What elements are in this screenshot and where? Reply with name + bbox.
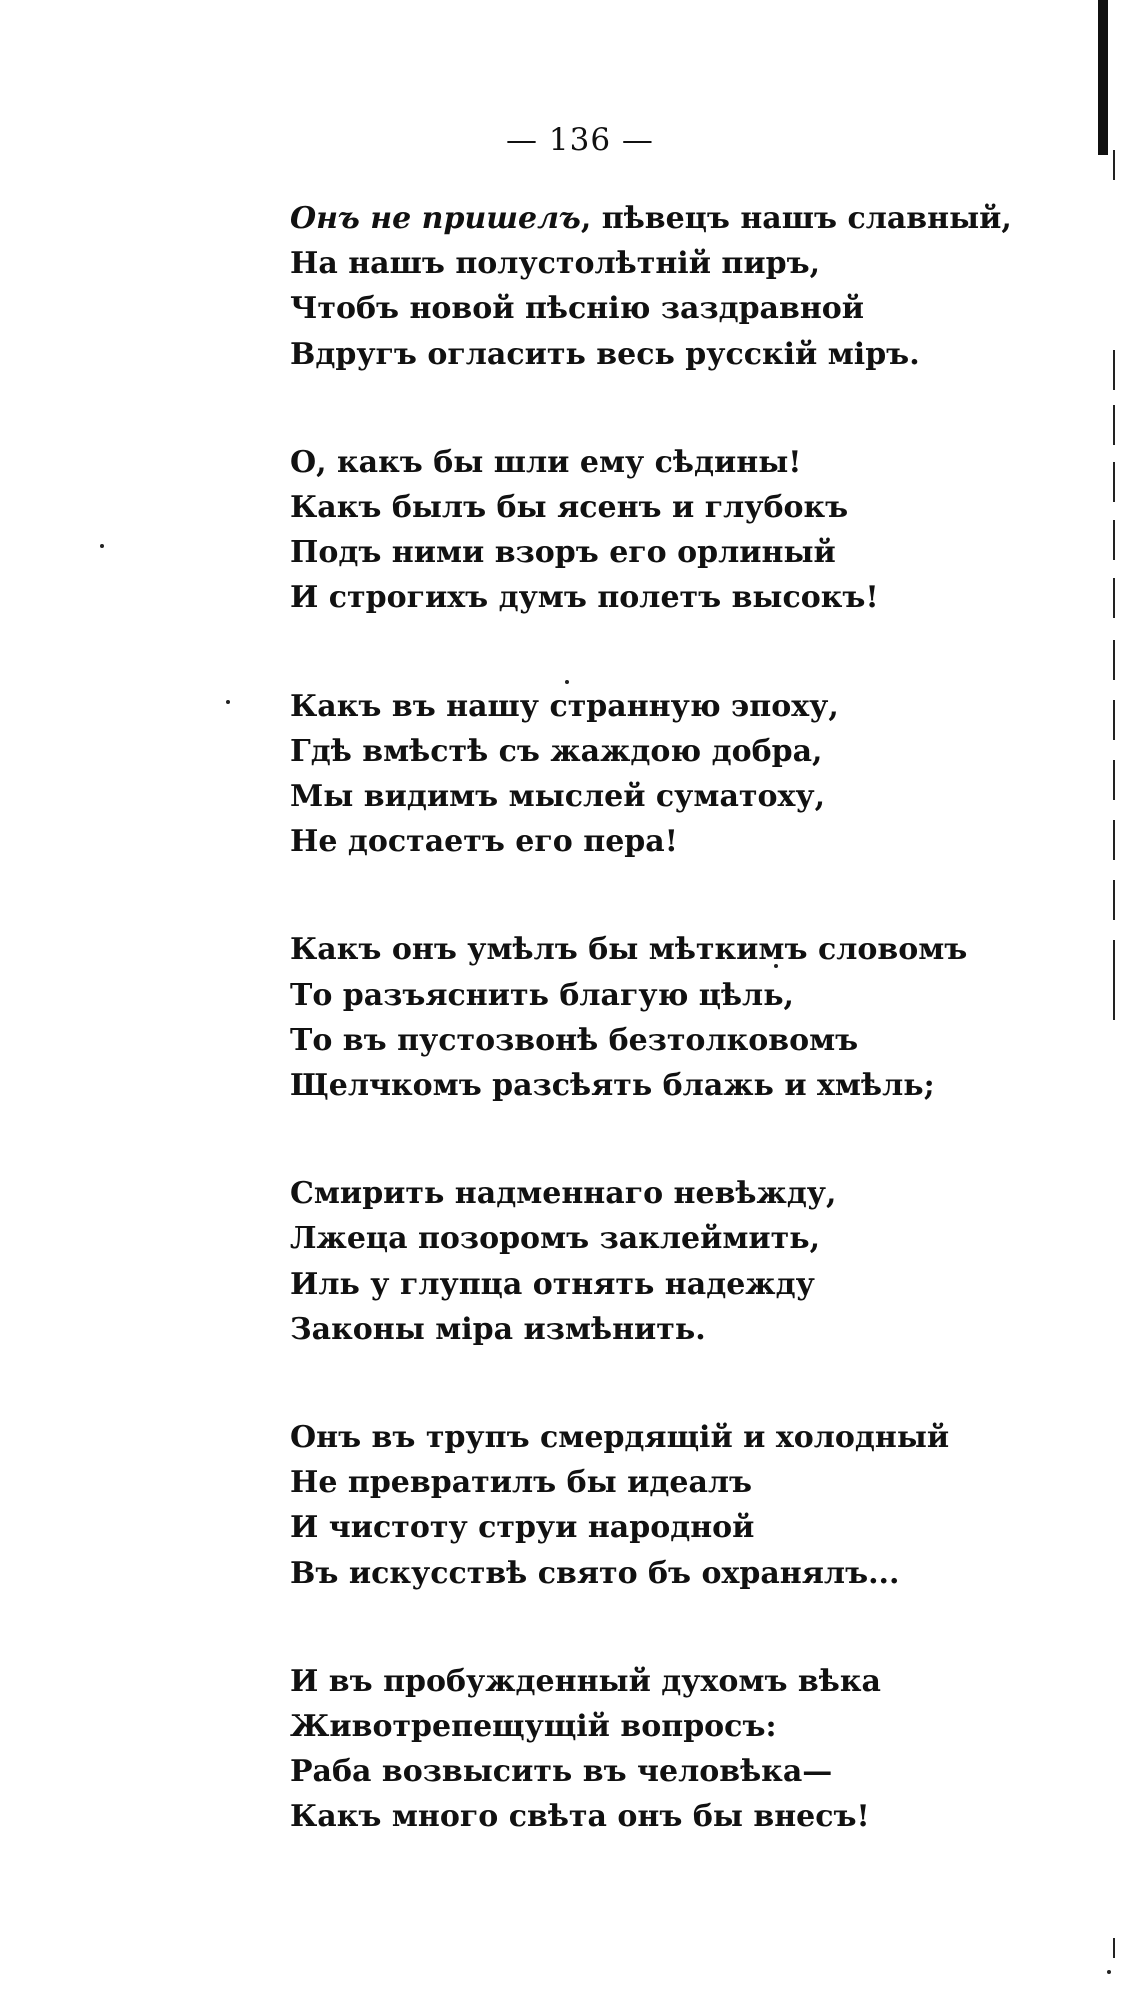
- page-edge-mark: [1113, 462, 1115, 502]
- print-speck: [1107, 1970, 1111, 1974]
- poem-line: Раба возвысить въ человѣка—: [290, 1754, 833, 1790]
- page-edge-mark: [1113, 880, 1115, 920]
- print-speck: [226, 700, 230, 704]
- page-edge-mark: [1113, 350, 1115, 390]
- poem-line: Смирить надменнаго невѣжду,: [290, 1176, 837, 1212]
- poem-line: Въ искусствѣ свято бъ охранялъ...: [290, 1555, 900, 1591]
- poem-line: Какъ много свѣта онъ бы внесъ!: [290, 1799, 870, 1835]
- page-edge-mark: [1113, 700, 1115, 740]
- print-speck: [100, 544, 104, 548]
- poem-line: Щелчкомъ разсѣять блажь и хмѣль;: [290, 1068, 935, 1104]
- poem-line: Не превратилъ бы идеалъ: [290, 1465, 753, 1501]
- poem-line: Чтобъ новой пѣснію заздравной: [290, 291, 865, 327]
- page-edge-mark: [1113, 578, 1115, 618]
- poem-line: То въ пустозвонѣ безтолковомъ: [290, 1022, 859, 1058]
- poem-line: Не достаетъ его пера!: [290, 824, 678, 860]
- poem: [290, 196, 1050, 1903]
- page-edge-mark: [1113, 760, 1115, 800]
- poem-line: Гдѣ вмѣстѣ съ жаждою добра,: [290, 733, 823, 769]
- italic-phrase: Онъ не пришелъ: [290, 201, 581, 236]
- poem-line: Вдругъ огласить весь русскій міръ.: [290, 336, 920, 372]
- page-number: — 136 —: [506, 122, 654, 158]
- poem-line: То разъяснить благую цѣль,: [290, 977, 794, 1013]
- poem-line: Какъ онъ умѣлъ бы мѣткимъ словомъ: [290, 932, 968, 968]
- poem-line: Лжеца позоромъ заклеймить,: [290, 1221, 821, 1257]
- poem-line: Иль у глупца отнять надежду: [290, 1266, 815, 1302]
- stanza: [290, 196, 1050, 377]
- stanza: [290, 1171, 1050, 1352]
- stanza: [290, 1415, 1050, 1596]
- poem-line: Мы видимъ мыслей суматоху,: [290, 779, 826, 815]
- poem-line: Животрепещущій вопросъ:: [290, 1709, 777, 1745]
- poem-line: О, какъ бы шли ему сѣдины!: [290, 444, 802, 480]
- stanza: [290, 927, 1050, 1108]
- page-edge-mark: [1113, 1938, 1115, 1958]
- poem-line: И чистоту струи народной: [290, 1510, 755, 1546]
- poem-line: И въ пробужденный духомъ вѣка: [290, 1663, 881, 1699]
- stanza: [290, 1659, 1050, 1840]
- line-text: , пѣвецъ нашъ славный,: [580, 201, 1012, 236]
- poem-line: На нашъ полустолѣтній пиръ,: [290, 246, 821, 282]
- page-edge-mark: [1113, 405, 1115, 445]
- page-edge-mark: [1113, 940, 1115, 1020]
- poem-line: Какъ въ нашу странную эпоху,: [290, 688, 839, 724]
- poem-line: Какъ былъ бы ясенъ и глубокъ: [290, 490, 849, 526]
- poem-line: Законы міра измѣнить.: [290, 1311, 706, 1347]
- poem-line: Подъ ними взоръ его орлиный: [290, 535, 836, 571]
- page-edge-mark: [1113, 640, 1115, 680]
- stanza: [290, 684, 1050, 865]
- stanza: [290, 440, 1050, 621]
- poem-line: [290, 196, 1050, 241]
- page-edge-mark: [1113, 520, 1115, 560]
- poem-line: И строгихъ думъ полетъ высокъ!: [290, 580, 879, 616]
- poem-line: Онъ въ трупъ смердящій и холодный: [290, 1420, 950, 1456]
- page-edge-mark: [1113, 820, 1115, 860]
